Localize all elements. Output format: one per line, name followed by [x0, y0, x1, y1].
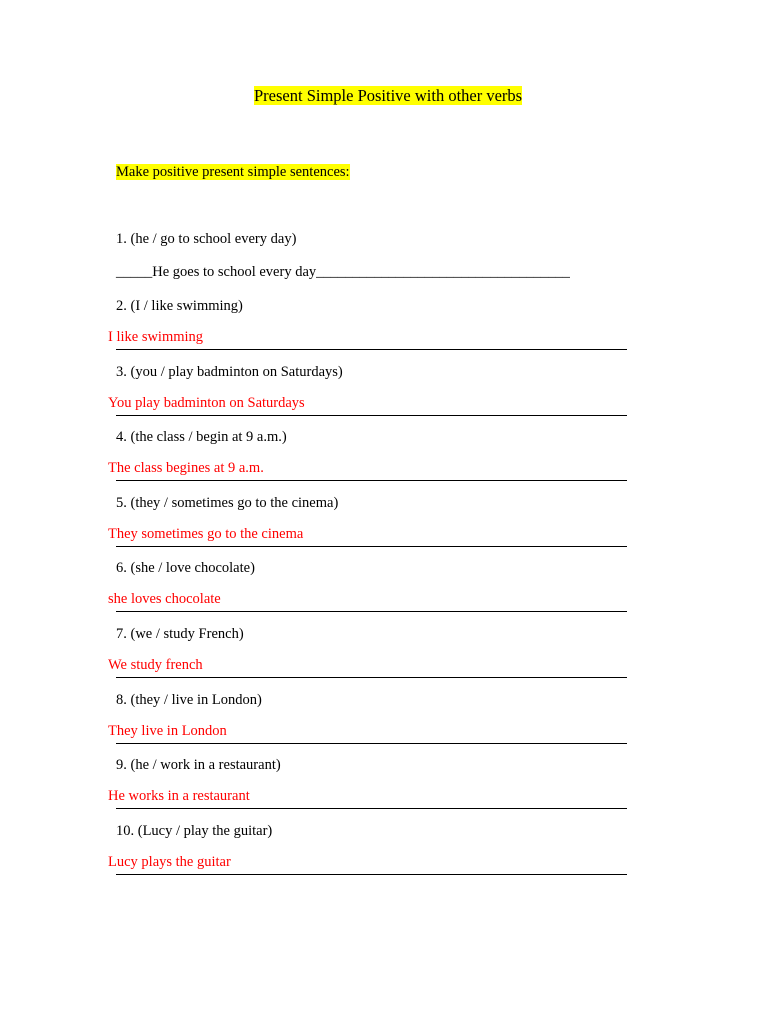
exercise-prompt-3: 3. (you / play badminton on Saturdays)	[116, 364, 343, 380]
answer-underline	[116, 808, 627, 809]
example-answer-text: He goes to school every day	[152, 264, 317, 280]
answer-underline	[116, 349, 627, 350]
exercise-answer-5: They sometimes go to the cinema	[108, 526, 304, 542]
exercise-answer-6: she loves chocolate	[108, 591, 221, 607]
instruction-text: Make positive present simple sentences:	[116, 164, 350, 180]
answer-underline	[116, 611, 627, 612]
exercise-prompt-10: 10. (Lucy / play the guitar)	[116, 823, 273, 839]
exercise-prompt-5: 5. (they / sometimes go to the cinema)	[116, 495, 339, 511]
exercise-prompt-2: 2. (I / like swimming)	[116, 298, 243, 314]
example-answer-prefix: _____	[116, 264, 153, 280]
answer-underline	[116, 874, 627, 875]
exercise-prompt-6: 6. (she / love chocolate)	[116, 560, 255, 576]
exercise-answer-2: I like swimming	[108, 329, 204, 345]
worksheet-title	[254, 86, 522, 106]
answer-underline	[116, 546, 627, 547]
exercise-answer-9: He works in a restaurant	[108, 788, 250, 804]
exercise-answer-7: We study french	[108, 657, 203, 673]
answer-underline	[116, 415, 627, 416]
exercise-answer-10: Lucy plays the guitar	[108, 854, 231, 870]
exercise-answer-4: The class begines at 9 a.m.	[108, 460, 264, 476]
example-answer-suffix: ___________________________________	[316, 264, 570, 280]
exercise-prompt-7: 7. (we / study French)	[116, 626, 244, 642]
exercise-prompt-1: 1. (he / go to school every day)	[116, 231, 297, 247]
instruction	[116, 163, 350, 181]
exercise-answer-8: They live in London	[108, 723, 227, 739]
exercise-prompt-4: 4. (the class / begin at 9 a.m.)	[116, 429, 287, 445]
example-answer-line	[116, 263, 570, 281]
exercise-prompt-8: 8. (they / live in London)	[116, 692, 262, 708]
exercise-prompt-9: 9. (he / work in a restaurant)	[116, 757, 281, 773]
answer-underline	[116, 677, 627, 678]
answer-underline	[116, 480, 627, 481]
worksheet-title-text: Present Simple Positive with other verbs	[254, 86, 523, 105]
answer-underline	[116, 743, 627, 744]
exercise-answer-3: You play badminton on Saturdays	[108, 395, 305, 411]
